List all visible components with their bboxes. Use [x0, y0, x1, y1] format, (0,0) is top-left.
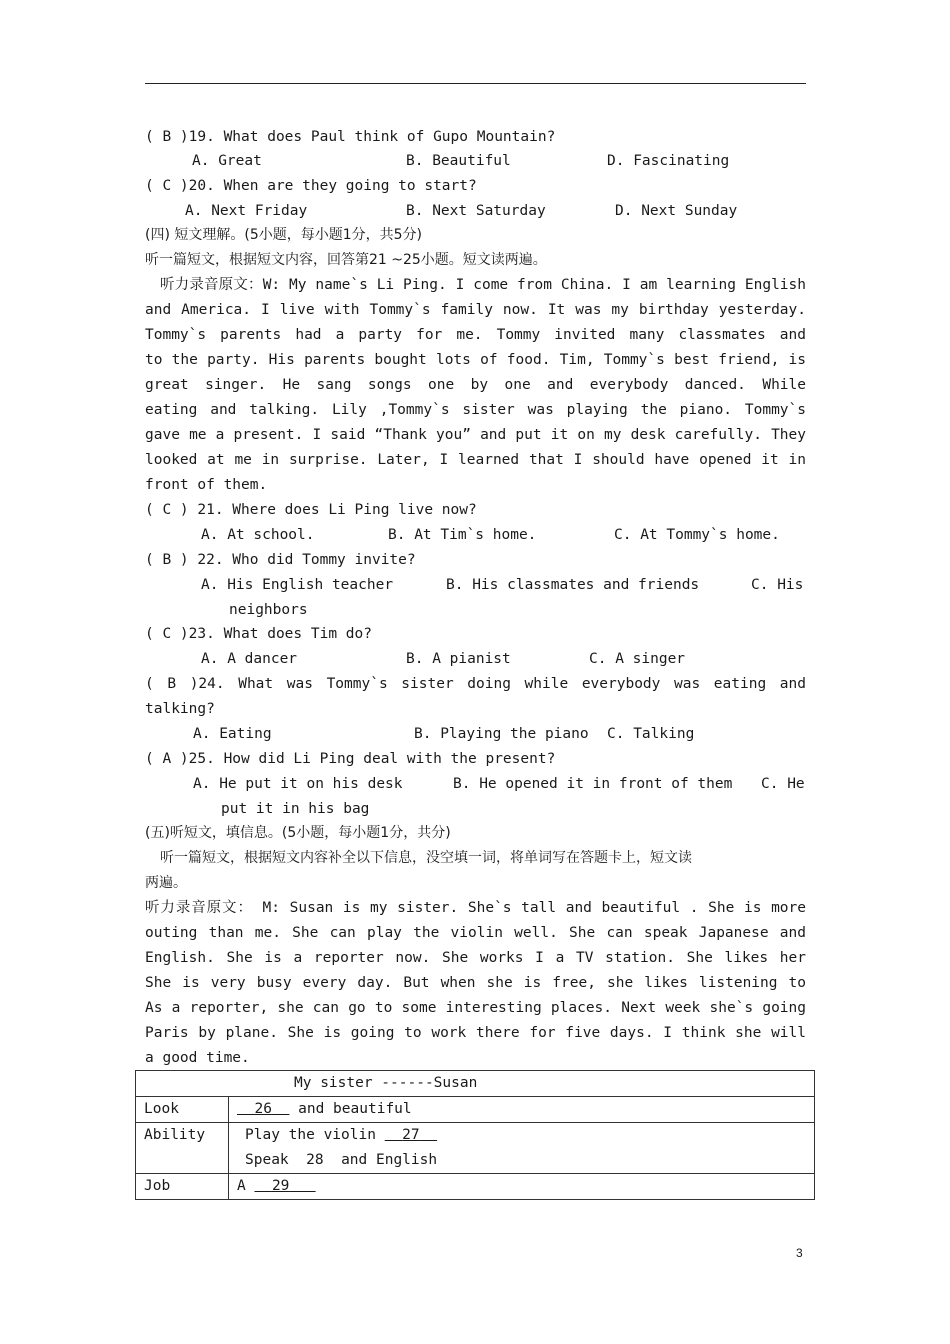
q22-option-c: C. His — [751, 577, 804, 593]
q25-option-a: A. He put it on his desk — [193, 776, 403, 792]
q23-stem: ( C )23. What does Tim do? — [145, 626, 372, 642]
q20-stem: ( C )20. When are they going to start? — [145, 178, 477, 194]
section5-heading: (五)听短文，填信息。(5小题，每小题1分，共分) — [145, 825, 451, 841]
q22-option-c-cont: neighbors — [229, 602, 308, 618]
q21-option-a: A. At school. — [201, 527, 315, 543]
q25-option-c: C. He — [761, 776, 805, 792]
section4-passage-line: great singer. He sang songs one by one and everybody danced. While — [145, 377, 806, 393]
q22-option-a: A. His English teacher — [201, 577, 394, 593]
q20-option-c: D. Next Sunday — [615, 203, 738, 219]
section5-passage-line: She is very busy every day. But when she is free, she likes listening to — [145, 975, 806, 991]
q19-option-b: B. Beautiful — [406, 153, 511, 169]
section4-passage-line: 听力录音原文：W: My name`s Li Ping. I come from China. I am learning English — [160, 277, 806, 293]
page-number: 3 — [796, 1246, 803, 1260]
table-title-row — [136, 1071, 815, 1097]
section4-passage-line: to the party. His parents bought lots of food. Tim, Tommy`s best friend, is — [145, 352, 806, 368]
section5-passage-line: As a reporter, she can go to some interesting places. Next week she`s going — [145, 1000, 806, 1016]
q20-option-b: B. Next Saturday — [406, 203, 546, 219]
table-value-look: 26 and beautiful — [229, 1097, 815, 1123]
q24-option-a: A. Eating — [193, 726, 272, 742]
q25-option-c-cont: put it in his bag — [221, 801, 370, 817]
q22-stem: ( B ) 22. Who did Tommy invite? — [145, 552, 416, 568]
blank-27: 27 — [402, 1127, 420, 1143]
table-value-ability: Play the violin 27 Speak 28 and English — [229, 1123, 815, 1174]
table-row — [136, 1123, 815, 1174]
q24-stem: ( B )24. What was Tommy`s sister doing while everybody was eating and — [145, 676, 806, 692]
section4-passage-line: and America. I live with Tommy`s family now. It was my birthday yesterday. — [145, 302, 806, 318]
table-value-job: A 29 — [229, 1174, 815, 1200]
q19-stem: ( B )19. What does Paul think of Gupo Mountain? — [145, 129, 556, 145]
q21-option-b: B. At Tim`s home. — [388, 527, 537, 543]
blank-28: 28 — [306, 1152, 324, 1168]
section5-passage-line: 听力录音原文： M: Susan is my sister. She`s tall and beautiful . She is more — [145, 900, 806, 916]
q22-option-b: B. His classmates and friends — [446, 577, 700, 593]
section4-passage-line: Tommy`s parents had a party for me. Tommy invited many classmates and — [145, 327, 806, 343]
table-label-ability: Ability — [136, 1123, 229, 1174]
section5-passage-line: Paris by plane. She is going to work there for five days. I think she will — [145, 1025, 806, 1041]
section5-passage-line: outing than me. She can play the violin well. She can speak Japanese and — [145, 925, 806, 941]
q25-stem: ( A )25. How did Li Ping deal with the present? — [145, 751, 556, 767]
table-row — [136, 1097, 815, 1123]
section5-instruction-cont: 两遍。 — [145, 875, 187, 891]
section4-passage-last: front of them. — [145, 477, 268, 493]
q24-option-b: B. Playing the piano — [414, 726, 589, 742]
q19-option-c: D. Fascinating — [607, 153, 730, 169]
q20-option-a: A. Next Friday — [185, 203, 308, 219]
table-label-look: Look — [136, 1097, 229, 1123]
table-label-job: Job — [136, 1174, 229, 1200]
q23-option-a: A. A dancer — [201, 651, 298, 667]
q25-option-b: B. He opened it in front of them — [453, 776, 733, 792]
table-title: My sister ------Susan — [136, 1071, 815, 1097]
info-table — [135, 1070, 815, 1200]
q19-option-a: A. Great — [192, 153, 262, 169]
table-row — [136, 1174, 815, 1200]
section5-instruction: 听一篇短文，根据短文内容补全以下信息，没空填一词，将单词写在答题卡上，短文读 — [160, 850, 692, 866]
q21-stem: ( C ) 21. Where does Li Ping live now? — [145, 502, 477, 518]
section4-passage-line: gave me a present. I said “Thank you” and put it on my desk carefully. They — [145, 427, 806, 443]
section4-heading: (四) 短文理解。(5小题，每小题1分，共5分) — [145, 227, 423, 243]
q24-stem-cont: talking? — [145, 701, 215, 717]
q24-option-c: C. Talking — [607, 726, 695, 742]
section4-passage-line: looked at me in surprise. Later, I learned that I should have opened it in — [145, 452, 806, 468]
section5-passage-last: a good time. — [145, 1050, 250, 1066]
header-rule — [145, 83, 806, 84]
blank-29: 29 — [271, 1178, 290, 1194]
blank-26: 26 — [254, 1101, 272, 1117]
q23-option-b: B. A pianist — [406, 651, 511, 667]
q23-option-c: C. A singer — [589, 651, 686, 667]
section4-passage-line: eating and talking. Lily ,Tommy`s sister was playing the piano. Tommy`s — [145, 402, 806, 418]
section4-instruction: 听一篇短文，根据短文内容，回答第21 ~25小题。短文读两遍。 — [145, 252, 547, 268]
section5-passage-line: English. She is a reporter now. She works I a TV station. She likes her — [145, 950, 806, 966]
q21-option-c: C. At Tommy`s home. — [614, 527, 780, 543]
